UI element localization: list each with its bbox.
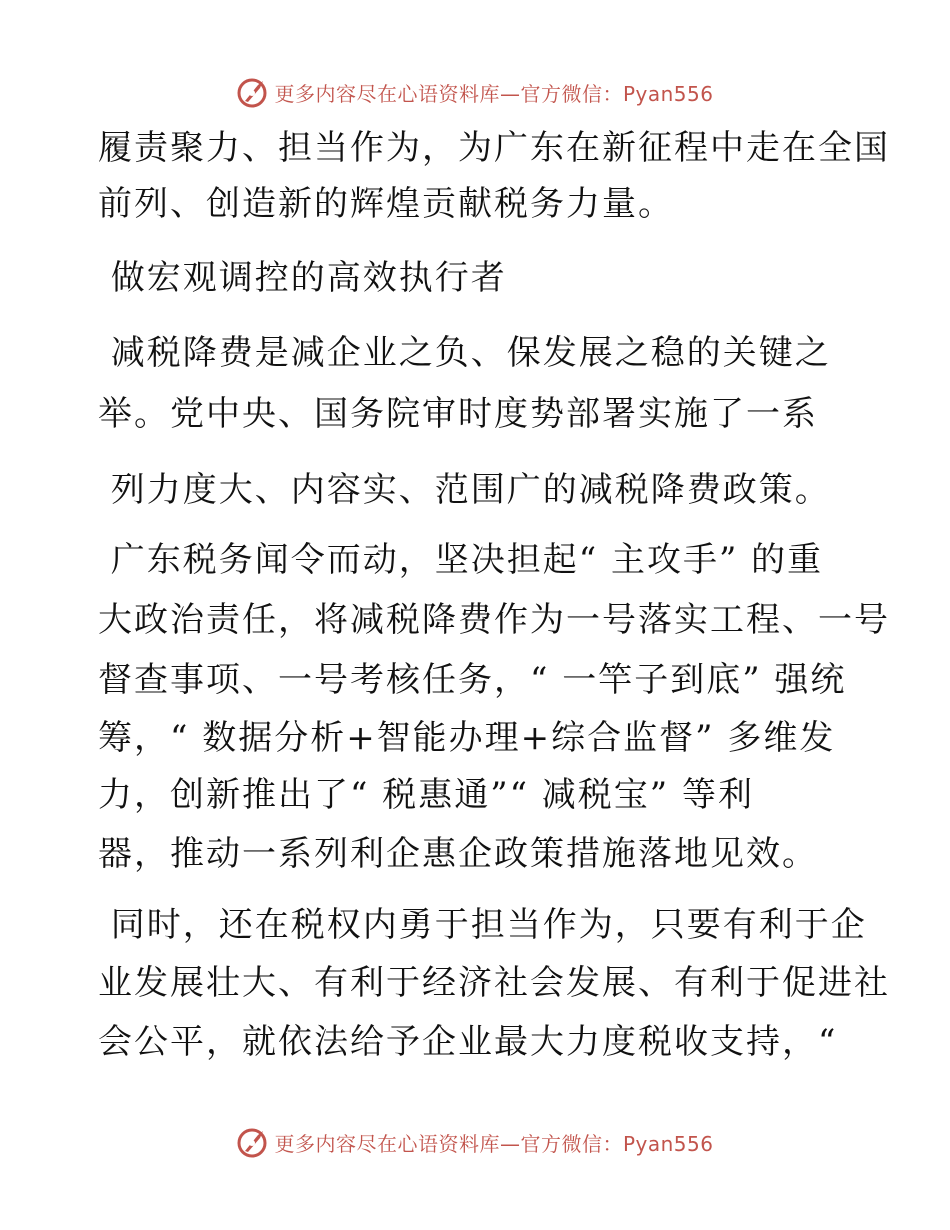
text-line: 力，创新推出了“ 税惠通”“ 减税宝” 等利 <box>98 775 754 815</box>
text-line: 举。党中央、国务院审时度势部署实施了一系 <box>98 394 818 434</box>
text-line: 筹，“ 数据分析+智能办理+综合监督” 多维发 <box>98 718 836 758</box>
text-line: 同时，还在税权内勇于担当作为，只要有利于企 <box>98 905 867 945</box>
seal-pen-logo-icon <box>236 1125 270 1159</box>
text-line: 履责聚力、担当作为，为广东在新征程中走在全国 <box>98 128 890 168</box>
text-line: 广东税务闻令而动，坚决担起“ 主攻手” 的重 <box>98 540 824 580</box>
header-watermark-banner <box>0 70 950 114</box>
seal-pen-logo-icon <box>236 75 270 109</box>
text-line: 列力度大、内容实、范围广的减税降费政策。 <box>98 470 831 510</box>
text-line: 会公平，就依法给予企业最大力度税收支持，“ <box>98 1022 838 1062</box>
text-line: 器，推动一系列利企惠企政策措施落地见效。 <box>98 834 818 874</box>
footer-watermark-banner <box>0 1120 950 1164</box>
watermark-text: 更多内容尽在心语资料库—官方微信：Pyan556 <box>274 1131 714 1156</box>
text-line: 减税降费是减企业之负、保发展之稳的关键之 <box>98 333 831 373</box>
text-line: 大政治责任，将减税降费作为一号落实工程、一号 <box>98 600 890 640</box>
watermark-text: 更多内容尽在心语资料库—官方微信：Pyan556 <box>274 81 714 106</box>
section-heading: 做宏观调控的高效执行者 <box>98 258 507 298</box>
text-line: 督查事项、一号考核任务，“ 一竿子到底” 强统 <box>98 660 847 700</box>
text-line: 业发展壮大、有利于经济社会发展、有利于促进社 <box>98 963 890 1003</box>
text-line: 前列、创造新的辉煌贡献税务力量。 <box>98 184 674 224</box>
